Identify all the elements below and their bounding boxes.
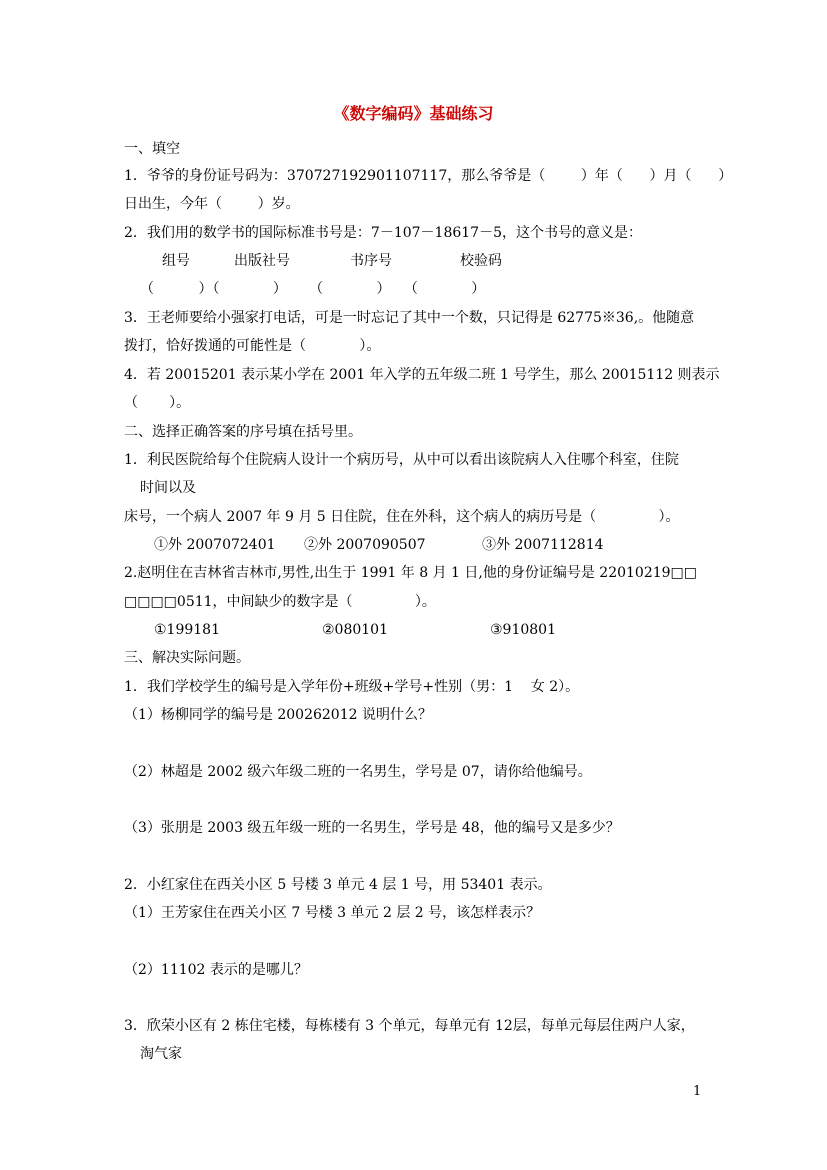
s2-q2-option-3: ③910801 (490, 622, 556, 638)
s2-q1-option-1: ①外 2007072401 (154, 537, 276, 553)
s1-q2-line1: 2．我们用的数学书的国际标准书号是：7－107－18617－5，这个书号的意义是： (124, 225, 642, 241)
s1-q3-line1: 3．王老师要给小强家打电话，可是一时忘记了其中一个数，只记得是 62775※36,。他随意 (124, 310, 695, 326)
s3-q1-sub2: （2）林超是 2002 级六年级二班的一名男生，学号是 07，请你给他编号。 (124, 764, 592, 780)
s3-q2-intro: 2．小红家住在西关小区 5 号楼 3 单元 4 层 1 号，用 53401 表示。 (124, 877, 552, 893)
s1-q1-line1: 1．爷爷的身份证号码为：370727192901107117，那么爷爷是（ ）年（ ）月（ ） (124, 168, 733, 184)
page-title: 《数字编码》基础练习 (333, 104, 494, 123)
s2-q2-option-1: ①199181 (154, 622, 220, 638)
section-3-heading: 三、解决实际问题。 (124, 650, 250, 666)
s1-q2-label-group: 组号 (162, 253, 190, 269)
s2-q1-option-3: ③外 2007112814 (482, 537, 604, 553)
s2-q2-line2: □□□□0511，中间缺少的数字是（ ）。 (124, 594, 436, 610)
s1-q2-blanks: （ ）（ ） （ ） （ ） (140, 281, 486, 297)
s3-q1-sub3: （3）张朋是 2003 级五年级一班的一名男生，学号是 48，他的编号又是多少？ (124, 820, 620, 836)
s1-q3-line2: 拨打，恰好拨通的可能性是（ ）。 (124, 338, 381, 354)
s3-q3-line1: 3．欣荣小区有 2 栋住宅楼，每栋楼有 3 个单元，每单元有 12层，每单元每层住两户人家， (124, 1018, 695, 1034)
s1-q4-line1: 4．若 20015201 表示某小学在 2001 年入学的五年级二班 1 号学生，那么 20015112 则表示 (124, 367, 720, 383)
s2-q1-line3: 床号，一个病人 2007 年 9 月 5 日住院，住在外科，这个病人的病历号是（ ）。 (124, 509, 680, 525)
s1-q2-label-title-number: 书序号 (350, 253, 392, 269)
section-2-heading: 二、选择正确答案的序号填在括号里。 (124, 424, 362, 440)
s3-q1-sub1: （1）杨柳同学的编号是 200262012 说明什么？ (124, 707, 432, 723)
s3-q1-intro: 1．我们学校学生的编号是入学年份+班级+学号+性别（男：1 女 2）。 (124, 679, 580, 695)
s1-q2-label-check-digit: 校验码 (460, 253, 502, 269)
s3-q2-sub1: （1）王芳家住在西关小区 7 号楼 3 单元 2 层 2 号，该怎样表示？ (124, 905, 541, 921)
page-number: 1 (693, 1084, 702, 1099)
s2-q1-option-2: ②外 2007090507 (304, 537, 426, 553)
s1-q4-line2: （ ）。 (124, 395, 191, 411)
s3-q3-line2: 淘气家 (140, 1046, 182, 1062)
s2-q1-line2: 时间以及 (140, 480, 196, 496)
s1-q2-label-publisher: 出版社号 (234, 253, 290, 269)
section-1-heading: 一、填空 (124, 141, 180, 157)
s3-q2-sub2: （2）11102 表示的是哪儿？ (124, 962, 308, 978)
s1-q1-line2: 日出生，今年（ ）岁。 (124, 196, 300, 212)
s2-q2-line1: 2.赵明住在吉林省吉林市,男性,出生于 1991 年 8 月 1 日,他的身份证编号是 22010219□□ (124, 565, 698, 581)
s2-q1-line1: 1．利民医院给每个住院病人设计一个病历号，从中可以看出该院病人入住哪个科室，住院 (124, 452, 679, 468)
s2-q2-option-2: ②080101 (322, 622, 388, 638)
